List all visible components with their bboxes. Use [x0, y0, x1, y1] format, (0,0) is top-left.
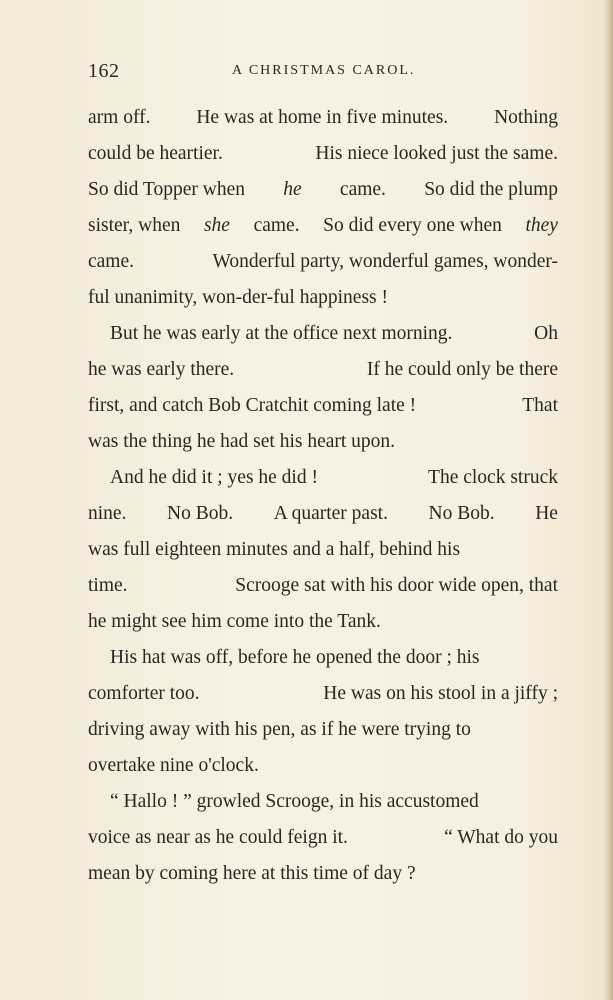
- text-line: [88, 496, 558, 532]
- text-segment: So did every one when: [323, 215, 502, 236]
- text-segment: No Bob.: [428, 503, 495, 524]
- text-line: [88, 712, 558, 748]
- text-segment: He was on his stool in a jiffy ;: [323, 683, 558, 704]
- text-segment: So did the plump: [424, 179, 558, 200]
- text-segment: That: [522, 395, 558, 416]
- text-line: [88, 568, 558, 604]
- text-segment: was the thing he had set his heart upon.: [88, 431, 396, 452]
- running-head: [88, 60, 558, 84]
- text-line: [88, 604, 558, 640]
- text-line: [88, 100, 558, 136]
- text-line: [88, 388, 558, 424]
- italic-text-segment: they: [525, 215, 558, 236]
- text-segment: came.: [339, 179, 386, 200]
- italic-text-segment: he: [283, 179, 302, 200]
- text-segment: time.: [88, 575, 128, 596]
- text-segment: came.: [88, 251, 135, 272]
- text-segment: nine.: [88, 503, 127, 524]
- text-segment: came.: [253, 215, 300, 236]
- text-segment: Oh: [534, 323, 558, 344]
- text-segment: If he could only be there: [366, 359, 558, 380]
- text-segment: The clock struck: [428, 467, 558, 488]
- text-segment: But he was early at the office next morning.: [110, 323, 453, 344]
- text-segment: Wonderful party, wonderful games, wonder-: [212, 251, 558, 272]
- text-segment: No Bob.: [167, 503, 234, 524]
- text-segment: “ Hallo ! ” growled Scrooge, in his accustomed: [110, 791, 479, 812]
- page-edge-shadow: [603, 0, 613, 1000]
- text-line: [88, 208, 558, 244]
- text-segment: Scrooge sat with his door wide open, that: [235, 575, 558, 596]
- text-segment: ful unanimity, won-der-ful happiness !: [88, 287, 388, 308]
- text-segment: was full eighteen minutes and a half, behind his: [88, 539, 461, 560]
- text-segment: A quarter past.: [273, 503, 388, 524]
- text-line: [88, 424, 558, 460]
- page-number: 162: [88, 60, 120, 82]
- italic-text-segment: she: [203, 215, 230, 236]
- text-line: [88, 316, 558, 352]
- text-segment: “ What do you: [444, 827, 558, 848]
- text-segment: driving away with his pen, as if he were trying to: [88, 719, 471, 740]
- body-text: [88, 100, 558, 892]
- text-line: [88, 640, 558, 676]
- text-segment: mean by coming here at this time of day ?: [88, 863, 416, 884]
- text-segment: could be heartier.: [88, 143, 223, 164]
- text-line: [88, 856, 558, 892]
- text-line: [88, 352, 558, 388]
- text-segment: arm off.: [88, 107, 151, 128]
- text-line: [88, 136, 558, 172]
- text-segment: So did Topper when: [88, 179, 245, 200]
- text-segment: Nothing: [494, 107, 558, 128]
- text-segment: he was early there.: [88, 359, 235, 380]
- text-line: [88, 460, 558, 496]
- text-line: [88, 676, 558, 712]
- text-segment: He: [535, 503, 558, 524]
- book-title: A CHRISTMAS CAROL.: [232, 63, 416, 78]
- text-segment: voice as near as he could feign it.: [88, 827, 348, 848]
- text-segment: His hat was off, before he opened the door ; his: [110, 647, 480, 668]
- text-segment: overtake nine o'clock.: [88, 755, 259, 776]
- text-segment: he might see him come into the Tank.: [88, 611, 381, 632]
- text-line: [88, 244, 558, 280]
- text-segment: first, and catch Bob Cratchit coming late !: [88, 395, 417, 416]
- text-line: [88, 172, 558, 208]
- text-segment: comforter too.: [88, 683, 200, 704]
- text-segment: sister, when: [88, 215, 181, 236]
- text-segment: He was at home in five minutes.: [196, 107, 449, 128]
- text-segment: His niece looked just the same.: [315, 143, 558, 164]
- text-line: [88, 532, 558, 568]
- text-line: [88, 820, 558, 856]
- text-line: [88, 784, 558, 820]
- text-line: [88, 748, 558, 784]
- text-line: [88, 280, 558, 316]
- text-segment: And he did it ; yes he did !: [110, 467, 318, 488]
